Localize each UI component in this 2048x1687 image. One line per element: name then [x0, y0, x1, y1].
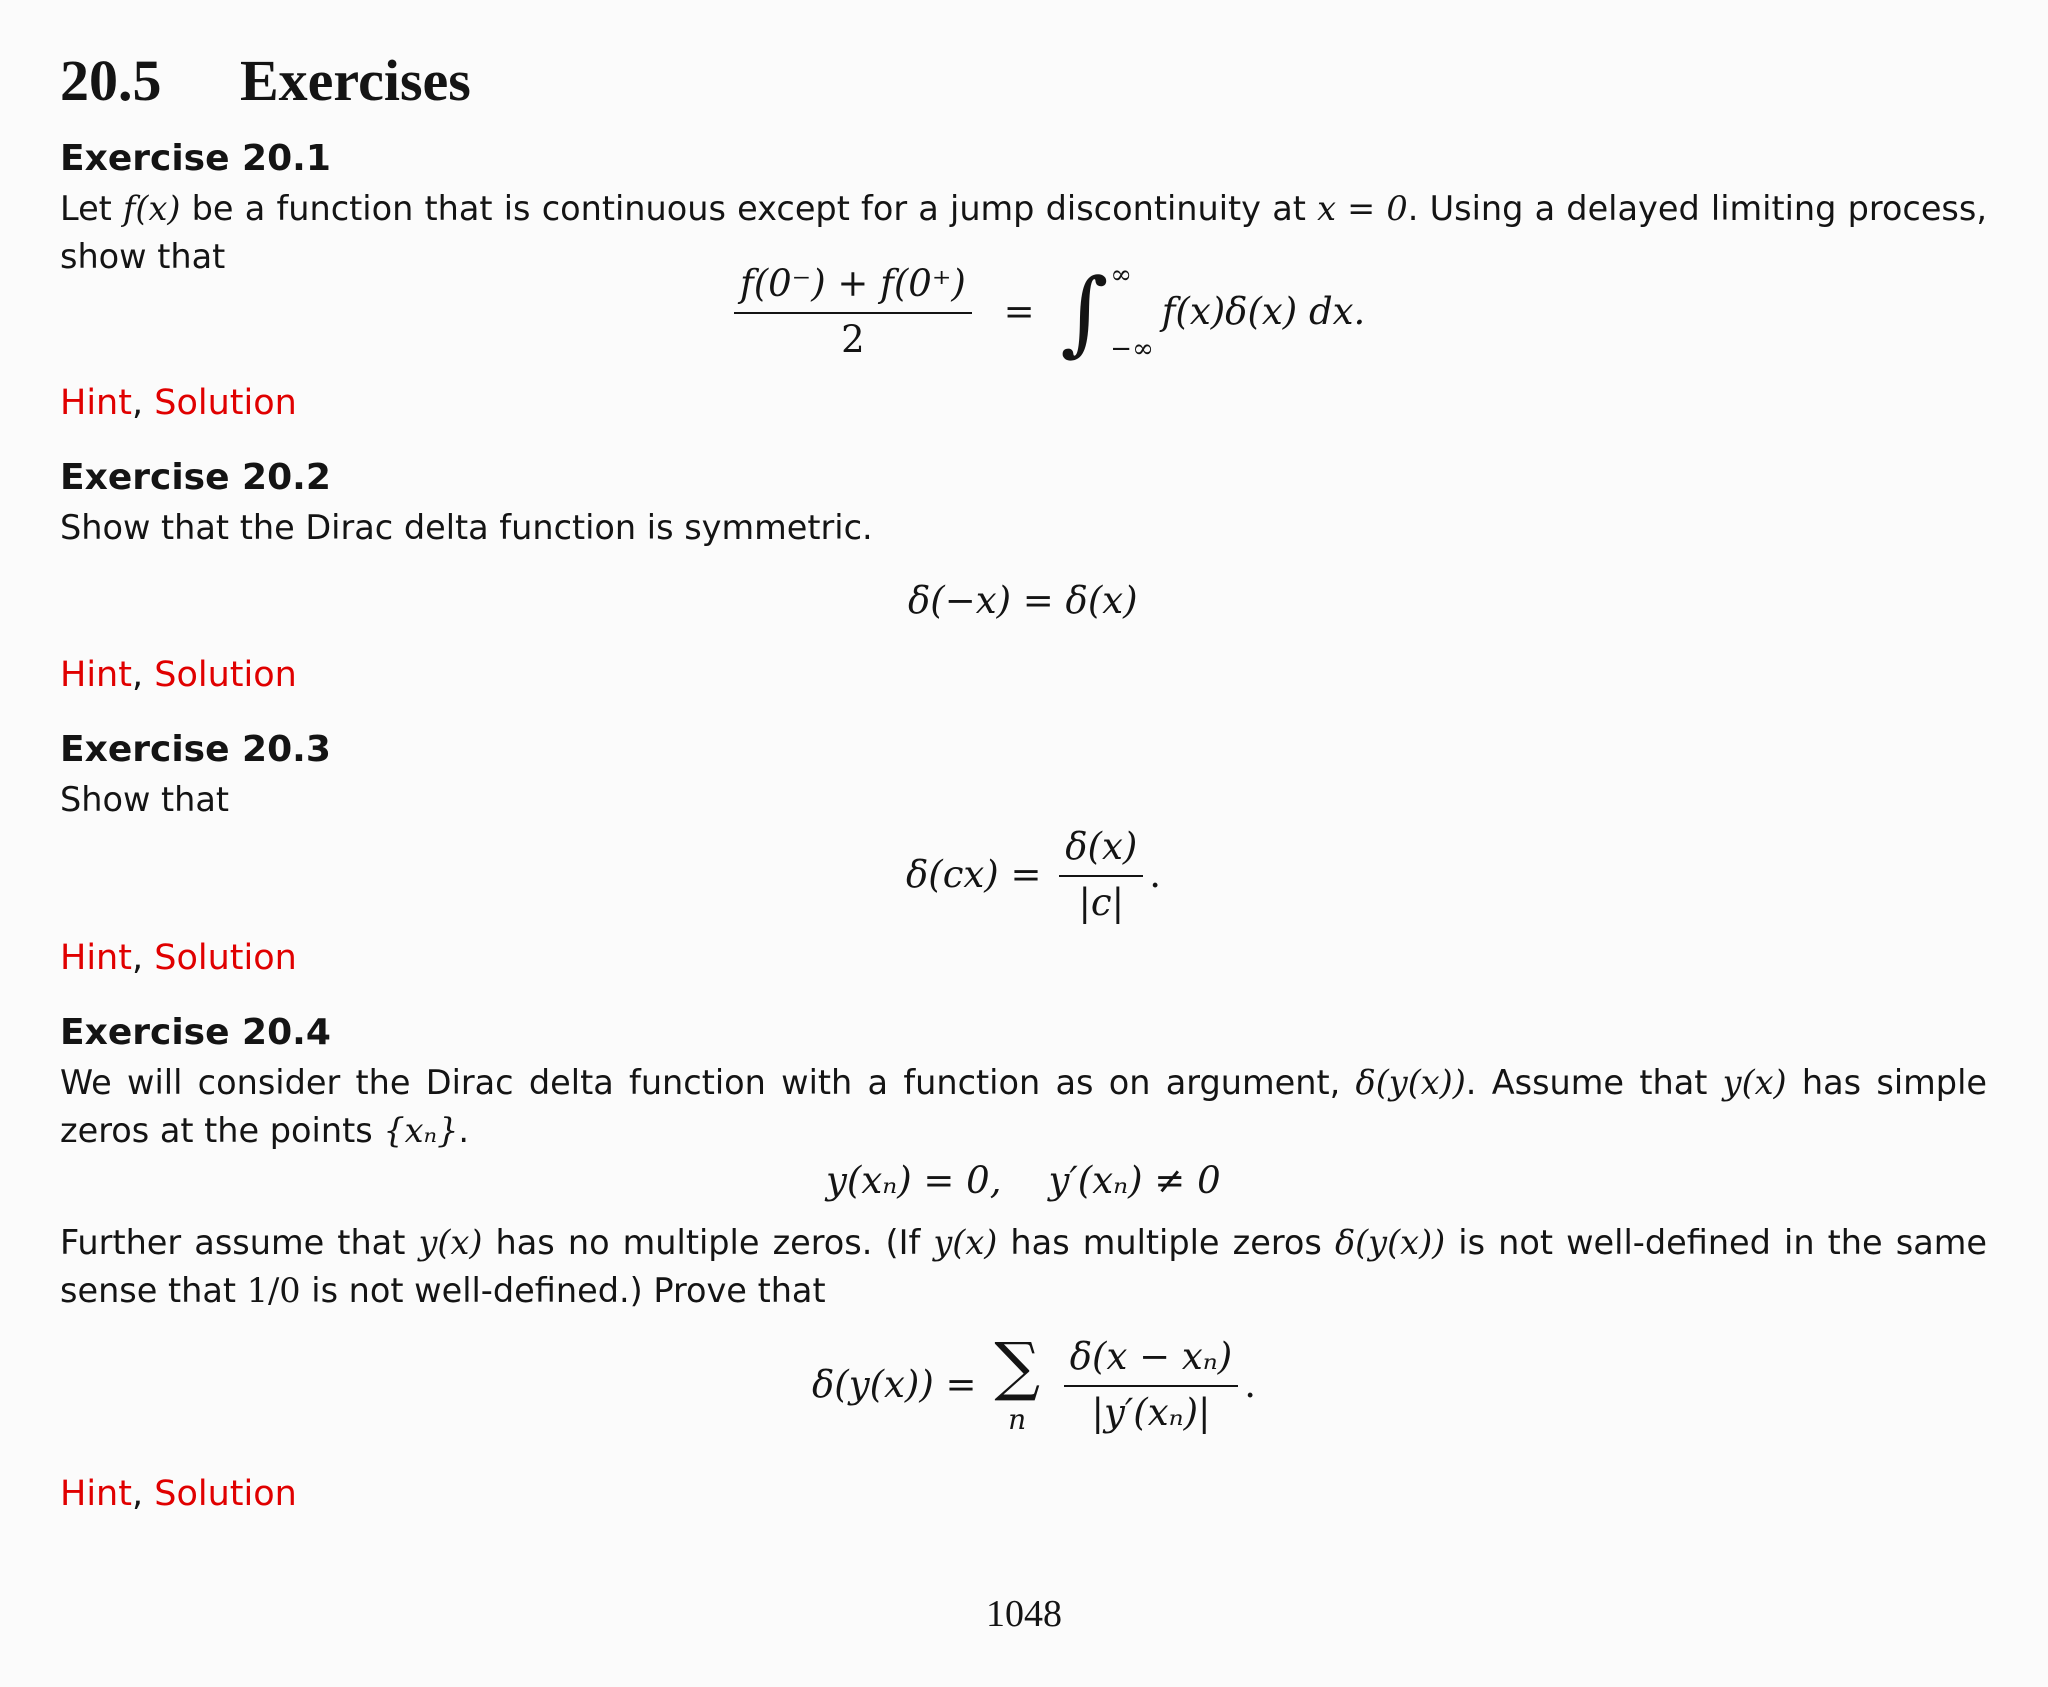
integral-sign: ∫ — [1060, 258, 1109, 366]
exercise-20-4-text: We will consider the Dirac delta function with a function as on argument, δ(y(x)). Assume that y(x) has simple zeros at the points {xₙ}. — [60, 1063, 1987, 1150]
hint-link[interactable]: Hint — [60, 938, 132, 978]
exercise-20-1-equation: $\frac{f(0^-) + f(0^+)}{2}$ = ∫ ∞ −∞ f(x)δ(x) dx. — [728, 262, 1365, 362]
exercise-20-3-text: Show that — [60, 780, 230, 819]
integral-limits: ∞ −∞ — [1110, 260, 1154, 364]
section-number: 20.5 — [60, 48, 162, 113]
exercise-heading-20-2: Exercise 20.2 — [60, 457, 331, 498]
summation-sign: ∑ n — [994, 1330, 1041, 1436]
solution-link[interactable]: Solution — [154, 655, 297, 695]
page-number: 1048 — [986, 1593, 1062, 1635]
solution-link[interactable]: Solution — [154, 383, 297, 423]
equation-fraction: $\frac{\text{δ(x − xₙ)}}{\text{|y′(xₙ)|}}$ — [1064, 1335, 1238, 1435]
exercise-20-3-links: Hint, Solution — [60, 938, 297, 978]
solution-link[interactable]: Solution — [154, 938, 297, 978]
exercise-20-3-equation: δ(cx) = $\frac{\delta(x)}{|c|}$ . — [906, 825, 1162, 924]
exercise-20-1-links: Hint, Solution — [60, 383, 297, 423]
exercise-20-4-links: Hint, Solution — [60, 1474, 297, 1514]
exercise-20-2-links: Hint, Solution — [60, 655, 297, 695]
exercise-heading-20-3: Exercise 20.3 — [60, 729, 331, 770]
equation-fraction: $\frac{f(0^-) + f(0^+)}{2}$ — [734, 262, 972, 362]
exercise-20-1-text: Let f(x) be a function that is continuous except for a jump discontinuity at x = 0. Using a delayed limiting process, show that — [60, 189, 1987, 276]
solution-link[interactable]: Solution — [154, 1474, 297, 1514]
hint-link[interactable]: Hint — [60, 1474, 132, 1514]
exercise-20-4-zeros-equation: y(xₙ) = 0, y′(xₙ) ≠ 0 — [826, 1159, 1221, 1202]
exercise-heading-20-1: Exercise 20.1 — [60, 138, 331, 179]
section-name: Exercises — [240, 48, 471, 113]
section-title — [60, 46, 471, 116]
equation-fraction: $\frac{\delta(x)}{|c|}$ — [1059, 825, 1143, 925]
exercise-20-2-equation: δ(−x) = δ(x) — [908, 579, 1138, 622]
exercise-20-2-text: Show that the Dirac delta function is symmetric. — [60, 508, 873, 547]
hint-link[interactable]: Hint — [60, 383, 132, 423]
hint-link[interactable]: Hint — [60, 655, 132, 695]
exercise-heading-20-4: Exercise 20.4 — [60, 1012, 331, 1053]
exercise-20-4-text-continued: Further assume that y(x) has no multiple zeros. (If y(x) has multiple zeros δ(y(x)) is not well-defined in the same sense that 1/0 is not well-defined.) Prove that — [60, 1223, 1987, 1310]
exercise-20-4-sum-equation: δ(y(x)) = ∑ n $\frac{\text{δ(x − xₙ)}}{\text{|y′(xₙ)|}}$ . — [812, 1330, 1256, 1436]
